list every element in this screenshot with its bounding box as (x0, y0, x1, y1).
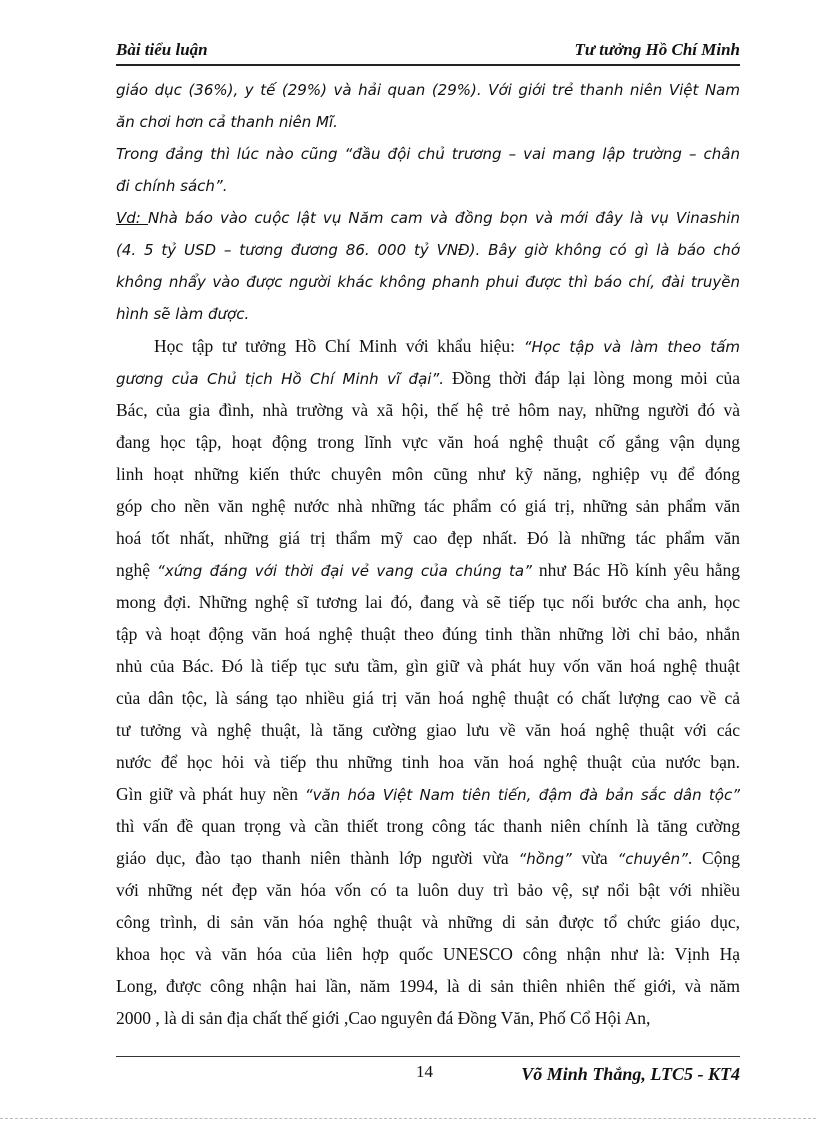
text-line: giáo dục (36%), y tế (29%) và hải quan (29%). Với giới trẻ thanh niên Việt Nam (116, 81, 740, 99)
text-line: nước để học hỏi và tiếp thu những tinh hoa văn hoá nghệ thuật của nước bạn. (116, 752, 740, 772)
page-number: 14 (416, 1062, 433, 1081)
document-body (116, 74, 740, 1034)
quote-span: “Học tập và làm theo tấm (523, 338, 740, 356)
text-line (116, 554, 740, 586)
text-line: nhủ của Bác. Đó là tiếp tục sưu tầm, gìn giữ và phát huy vốn văn hoá nghệ thuật (116, 656, 740, 676)
text-line: Long, được công nhận hai lần, năm 1994, là di sản thiên nhiên thế giới, và năm (116, 976, 740, 996)
footer-author: Võ Minh Thắng, LTC5 - KT4 (521, 1064, 740, 1084)
text-line: ăn chơi hơn cả thanh niên Mĩ. (116, 113, 338, 131)
text-line: công trình, di sản văn hóa nghệ thuật và những di sản được tổ chức giáo dục, (116, 912, 740, 932)
text-span: như Bác Hồ kính yêu hằng (531, 560, 740, 580)
text-line: hình sẽ làm được. (116, 305, 250, 323)
text-line: đi chính sách”. (116, 177, 228, 195)
text-line: góp cho nền văn nghệ nước nhà những tác phẩm có giá trị, những sản phẩm văn (116, 496, 740, 516)
text-line (116, 330, 740, 362)
quote-span: “xứng đáng với thời đại vẻ vang của chúng ta” (157, 562, 532, 580)
text-line (116, 842, 740, 874)
text-line: Bác, của gia đình, nhà trường và xã hội, thế hệ trẻ hôm nay, những người đó và (116, 400, 740, 420)
text-line: khoa học và văn hóa của liên hợp quốc UNESCO công nhận như là: Vịnh Hạ (116, 944, 740, 964)
text-span: giáo dục, đào tạo thanh niên thành lớp người vừa (116, 848, 519, 868)
page-header (116, 36, 740, 66)
quote-span: “văn hóa Việt Nam tiên tiến, đậm đà bản sắc dân tộc” (304, 786, 740, 804)
text-line: đang học tập, hoạt động trong lĩnh vực văn hoá nghệ thuật cố gắng vận dụng (116, 432, 740, 452)
text-span: Gìn giữ và phát huy nền (116, 784, 305, 804)
text-line: không nhẩy vào được người khác không phanh phui được thì báo chí, đài truyền (116, 273, 740, 291)
text-line: tập và hoạt động văn hoá nghệ thuật theo đúng tinh thần những lời chỉ bảo, nhắn (116, 624, 740, 644)
text-span: . Cộng (687, 848, 740, 868)
text-line: 2000 , là di sản địa chất thế giới ,Cao nguyên đá Đồng Văn, Phố Cổ Hội An, (116, 1008, 651, 1028)
text-span: Đồng thời đáp lại lòng mong mỏi của (443, 368, 740, 388)
text-line (116, 362, 740, 394)
text-line (116, 202, 740, 234)
text-line: thì vấn đề quan trọng và cần thiết trong công tác thanh niên chính là tăng cường (116, 816, 740, 836)
text-span: vừa (571, 848, 618, 868)
text-line: của dân tộc, là sáng tạo nhiều giá trị văn hoá nghệ thuật có chất lượng cao về cả (116, 688, 740, 708)
text-line: tư tưởng và nghệ thuật, là tăng cường giao lưu về văn hoá nghệ thuật với các (116, 720, 740, 740)
text-line: mong đợi. Những nghệ sĩ tương lai đó, đang và sẽ tiếp tục nối bước cha anh, học (116, 592, 740, 612)
text-line: linh hoạt những kiến thức chuyên môn cũng như kỹ năng, nghiệp vụ để đóng (116, 464, 740, 484)
quote-span: gương của Chủ tịch Hồ Chí Minh vĩ đại”. (116, 370, 444, 388)
text-span: Học tập tư tưởng Hồ Chí Minh với khẩu hiệu: (154, 336, 524, 356)
text-span: Nhà báo vào cuộc lật vụ Năm cam và đồng bọn và mới đây là vụ Vinashin (147, 209, 740, 227)
page-edge-divider (0, 1118, 816, 1119)
quote-span: “chuyên” (617, 850, 688, 868)
text-line: Trong đảng thì lúc nào cũng “đầu đội chủ trương – vai mang lập trường – chân (116, 145, 740, 163)
footer-divider (116, 1056, 740, 1057)
text-line: hoá tốt nhất, những giá trị thẩm mỹ cao đẹp nhất. Đó là những tác phẩm văn (116, 528, 740, 548)
header-left-title: Bài tiểu luận (116, 40, 208, 59)
text-line: với những nét đẹp văn hóa vốn có ta luôn duy trì bảo vệ, sự nổi bật với nhiều (116, 880, 740, 900)
example-label: Vd: (116, 209, 148, 227)
text-span: nghệ (116, 560, 158, 580)
header-right-title: Tư tưởng Hồ Chí Minh (574, 40, 740, 59)
text-line: (4. 5 tỷ USD – tương đương 86. 000 tỷ VNĐ). Bây giờ không có gì là báo chớ (116, 241, 740, 259)
quote-span: “hồng” (518, 850, 572, 868)
text-line (116, 778, 740, 810)
